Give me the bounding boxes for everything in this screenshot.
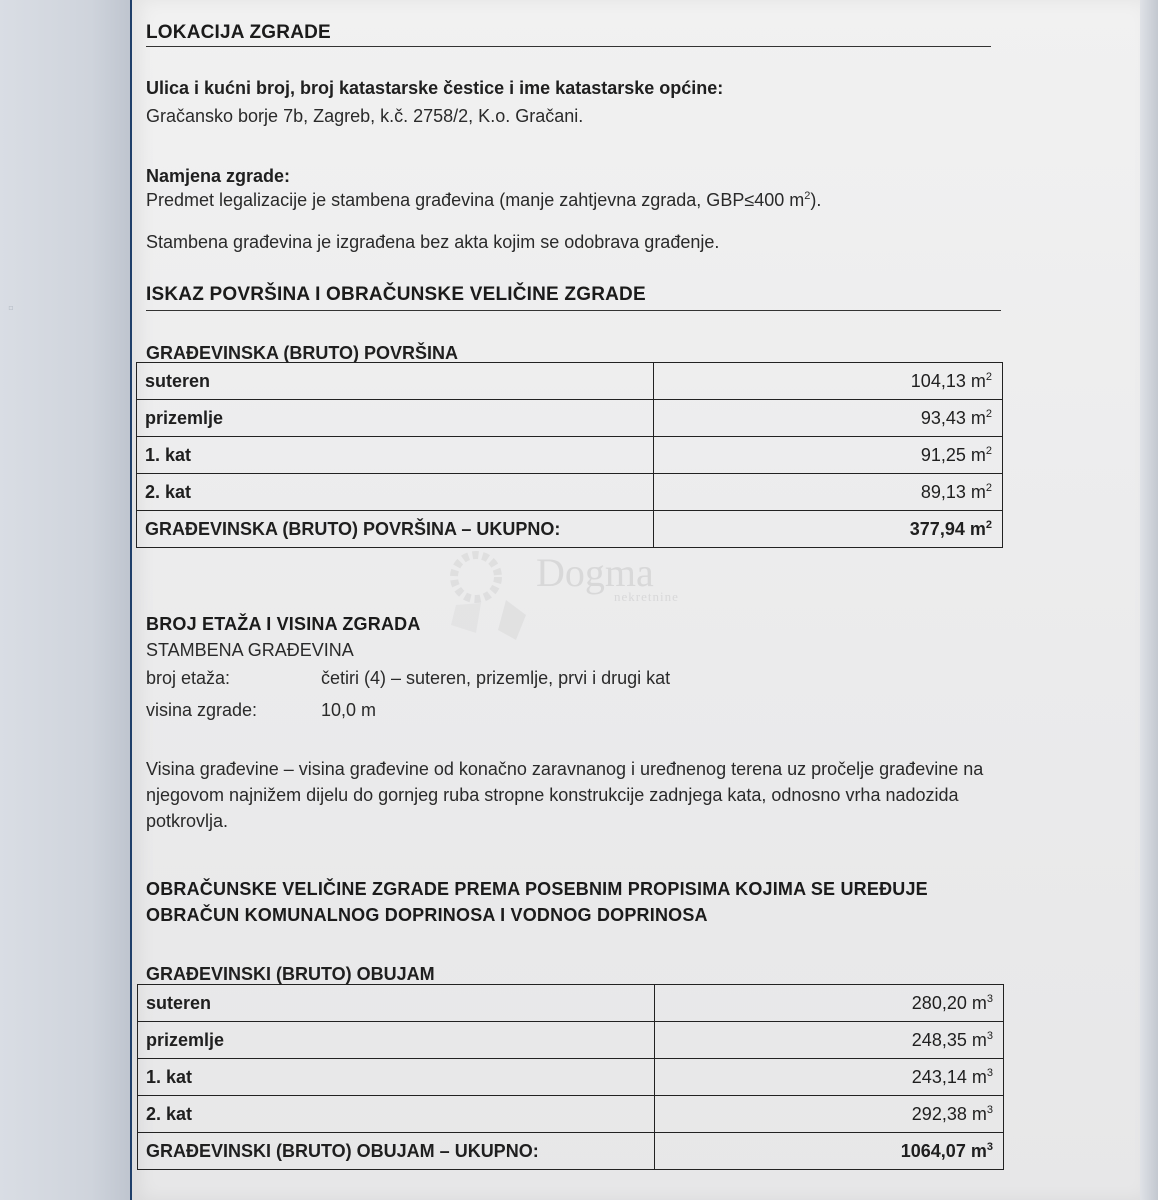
volume-row-value: 1064,07 $m^3$ <box>655 1133 1004 1170</box>
floor-count-label: broj etaža: <box>146 668 231 688</box>
height-row <box>146 700 376 721</box>
heading-rule <box>146 46 991 47</box>
volume-row-label: 1. kat <box>138 1059 655 1096</box>
area-row-value: 93,43 $m^2$ <box>654 400 1003 437</box>
floor-count-value: četiri (4) – suteren, prizemlje, prvi i drugi kat <box>321 668 671 688</box>
area-total-row <box>137 511 1003 548</box>
table-row <box>138 1059 1004 1096</box>
document-page <box>132 0 1140 1200</box>
area-row-label: suteren <box>137 363 654 400</box>
volume-row-label: GRAĐEVINSKI (BRUTO) OBUJAM – UKUPNO: <box>138 1133 655 1170</box>
area-row-value: 104,13 $m^2$ <box>654 363 1003 400</box>
table-row <box>138 985 1004 1022</box>
table-row <box>138 1022 1004 1059</box>
volume-row-value: 248,35 $m^3$ <box>655 1022 1004 1059</box>
area-row-label: GRAĐEVINSKA (BRUTO) POVRŠINA – UKUPNO: <box>137 511 654 548</box>
areas-heading: ISKAZ POVRŠINA I OBRAČUNSKE VELIČINE ZGRADE <box>146 284 646 305</box>
watermark-sub: nekretnine <box>614 589 679 604</box>
volume-row-label: 2. kat <box>138 1096 655 1133</box>
floor-count-row <box>146 668 670 689</box>
volume-row-value: 292,38 $m^3$ <box>655 1096 1004 1133</box>
address-label: Ulica i kućni broj, broj katastarske čestice i ime katastarske općine: <box>146 78 724 98</box>
height-label: visina zgrade: <box>146 700 258 720</box>
table-row <box>137 363 1003 400</box>
area-table <box>136 362 1003 548</box>
floors-heading: BROJ ETAŽA I VISINA ZGRADA <box>146 614 421 634</box>
table-row <box>137 400 1003 437</box>
purpose-text: Predmet legalizacije je stambena građevina (manje zahtjevna zgrada, GBP≤400 $m^2$). <box>146 190 822 210</box>
table-row <box>138 1096 1004 1133</box>
watermark-logo-icon <box>436 545 536 645</box>
volume-row-label: prizemlje <box>138 1022 655 1059</box>
background-mark: ▫ <box>8 300 14 317</box>
document-content <box>146 0 1126 1200</box>
volume-row-value: 243,14 $m^3$ <box>655 1059 1004 1096</box>
area-row-label: 2. kat <box>137 474 654 511</box>
background-desk <box>0 0 130 1200</box>
area-row-label: 1. kat <box>137 437 654 474</box>
height-definition: Visina građevine – visina građevine od konačno zaravnanog i uređnenog terena uz pročelje građevine na njegovom najnižem dijelu do gornjeg ruba stropne konstrukcije zadnjega kata, odnosno vrha nadozida potkrovlja. <box>146 759 984 831</box>
purpose-label: Namjena zgrade: <box>146 166 291 186</box>
page-edge <box>1140 0 1158 1200</box>
area-table-title: GRAĐEVINSKA (BRUTO) POVRŠINA <box>146 343 459 363</box>
table-row <box>137 437 1003 474</box>
watermark <box>436 545 756 655</box>
area-row-label: prizemlje <box>137 400 654 437</box>
watermark-brand: Dogma <box>536 550 654 595</box>
area-row-value: 89,13 $m^2$ <box>654 474 1003 511</box>
volume-table-title: GRAĐEVINSKI (BRUTO) OBUJAM <box>146 964 435 984</box>
heading-rule <box>146 310 1001 311</box>
location-heading: LOKACIJA ZGRADE <box>146 22 331 43</box>
volume-total-row <box>138 1133 1004 1170</box>
legalization-note: Stambena građevina je izgrađena bez akta kojim se odobrava građenje. <box>146 232 720 252</box>
volume-table <box>137 984 1004 1170</box>
volume-row-value: 280,20 $m^3$ <box>655 985 1004 1022</box>
address-value: Gračansko borje 7b, Zagreb, k.č. 2758/2, K.o. Gračani. <box>146 106 584 126</box>
height-value: 10,0 m <box>321 700 377 720</box>
area-row-value: 377,94 $m^2$ <box>654 511 1003 548</box>
area-row-value: 91,25 $m^2$ <box>654 437 1003 474</box>
volume-heading: OBRAČUNSKE VELIČINE ZGRADE PREMA POSEBNIM PROPISIMA KOJIMA SE UREĐUJE OBRAČUN KOMUNALNOG DOPRINOSA I VODNOG DOPRINOSA <box>146 879 928 925</box>
table-row <box>137 474 1003 511</box>
volume-row-label: suteren <box>138 985 655 1022</box>
building-type: STAMBENA GRAĐEVINA <box>146 640 354 660</box>
